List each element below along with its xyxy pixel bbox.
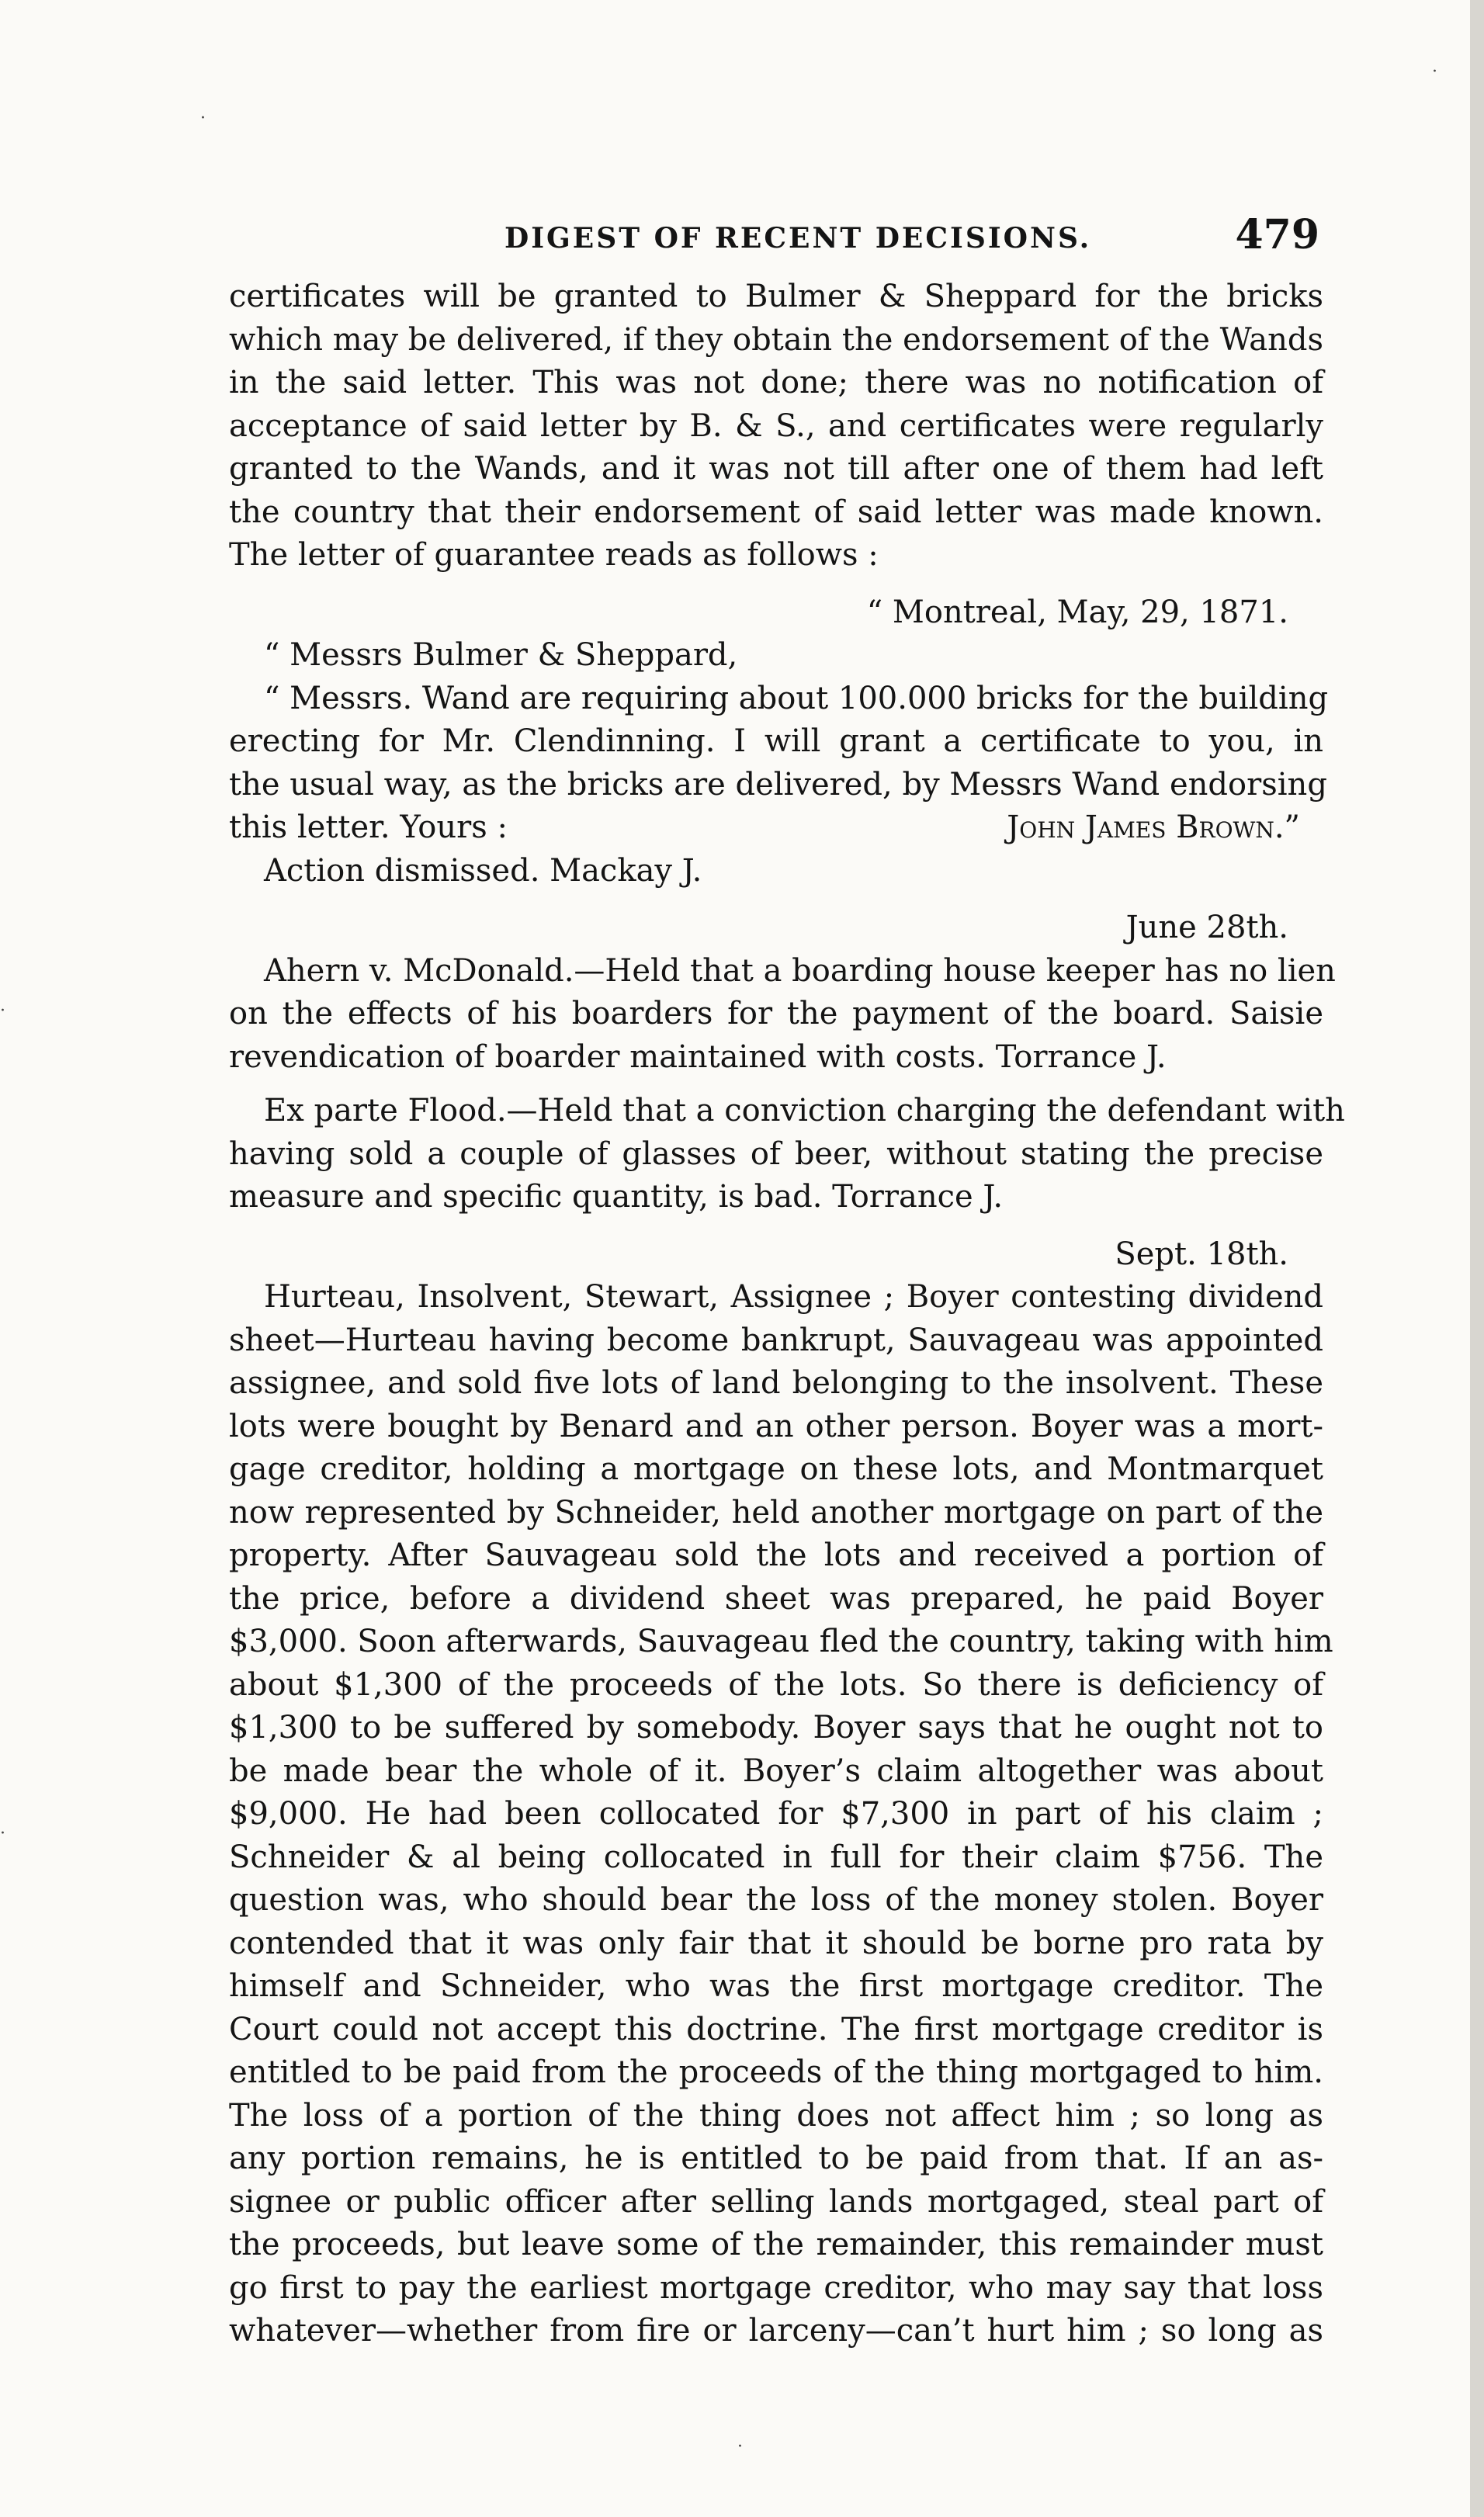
text-line: entitled to be paid from the proceeds of the thing mortgaged to him. — [229, 2054, 1323, 2090]
text-line: The letter of guarantee reads as follows : — [229, 537, 879, 573]
text-line: now represented by Schneider, held another mortgage on part of the — [229, 1494, 1323, 1531]
ink-speck: · — [0, 1001, 5, 1021]
text-line: Schneider & al being collocated in full for their claim $756. The — [229, 1839, 1323, 1875]
page-header — [229, 208, 1323, 262]
case-date: June 28th. — [1125, 910, 1288, 945]
text-line: the proceeds, but leave some of the remainder, this remainder must — [229, 2227, 1323, 2262]
text-line: in the said letter. This was not done; there was no notification of — [229, 365, 1323, 400]
text-line: revendication of boarder maintained with costs. Torrance J. — [229, 1038, 1167, 1075]
ink-speck: · — [200, 109, 206, 128]
running-head: DIGEST OF RECENT DECISIONS. — [504, 222, 1092, 255]
text-line: $1,300 to be suffered by somebody. Boyer says that he ought not to — [229, 1710, 1323, 1746]
text-line: gage creditor, holding a mortgage on these lots, and Montmarquet — [229, 1451, 1323, 1487]
letter-signature: John James Brown.” — [1007, 810, 1300, 845]
letter-body-line: “ Messrs. Wand are requiring about 100.000 bricks for the building — [264, 680, 1329, 716]
ink-speck: · — [737, 2437, 743, 2456]
text-line: Ex parte Flood.—Held that a conviction charging the defendant with — [264, 1093, 1345, 1128]
page-number: 479 — [1235, 211, 1319, 258]
text-line: question was, who should bear the loss of the money stolen. Boyer — [229, 1882, 1323, 1918]
letter-body-line: erecting for Mr. Clendinning. I will grant a certificate to you, in — [229, 723, 1323, 759]
text-line: The loss of a portion of the thing does not affect him ; so long as — [229, 2097, 1323, 2134]
text-line: granted to the Wands, and it was not till after one of them had left — [229, 451, 1323, 487]
text-line: measure and specific quantity, is bad. Torrance J. — [229, 1179, 1004, 1215]
letter-salutation: “ Messrs Bulmer & Sheppard, — [264, 637, 738, 673]
text-line: which may be delivered, if they obtain the endorsement of the Wands — [229, 321, 1323, 358]
text-line: certificates will be granted to Bulmer & Sheppard for the bricks — [229, 279, 1323, 314]
page-edge-shadow — [1470, 0, 1484, 2517]
text-line: $3,000. Soon afterwards, Sauvageau fled the country, taking with him — [229, 1624, 1333, 1659]
text-line: signee or public officer after selling lands mortgaged, steal part of — [229, 2183, 1323, 2220]
letter-dateline: “ Montreal, May, 29, 1871. — [866, 594, 1288, 630]
text-line: whatever—whether from fire or larceny—can’t hurt him ; so long as — [229, 2313, 1323, 2349]
text-line: contended that it was only fair that it should be borne pro rata by — [229, 1925, 1323, 1961]
text-line: acceptance of said letter by B. & S., and certificates were regularly — [229, 407, 1323, 444]
text-line: on the effects of his boarders for the payment of the board. Saisie — [229, 996, 1323, 1031]
text-line: any portion remains, he is entitled to be paid from that. If an as- — [229, 2141, 1323, 2176]
text-line: himself and Schneider, who was the first mortgage creditor. The — [229, 1968, 1323, 2004]
ink-speck: · — [1432, 62, 1437, 81]
text-line: Ahern v. McDonald.—Held that a boarding house keeper has no lien — [264, 952, 1336, 989]
ink-speck: · — [0, 1824, 5, 1843]
text-line: Hurteau, Insolvent, Stewart, Assignee ; Boyer contesting dividend — [264, 1279, 1323, 1315]
text-line: Action dismissed. Mackay J. — [264, 852, 702, 889]
text-line: about $1,300 of the proceeds of the lots. So there is deficiency of — [229, 1666, 1323, 1703]
text-line: go first to pay the earliest mortgage creditor, who may say that loss — [229, 2269, 1323, 2306]
letter-closing: this letter. Yours : — [229, 810, 508, 845]
letter-closing-row — [229, 806, 1323, 850]
text-line: having sold a couple of glasses of beer, without stating the precise — [229, 1135, 1323, 1172]
text-line: the price, before a dividend sheet was prepared, he paid Boyer — [229, 1580, 1323, 1617]
body-text — [229, 276, 1345, 2353]
case-date: Sept. 18th. — [1115, 1236, 1288, 1272]
text-line: $9,000. He had been collocated for $7,300 in part of his claim ; — [229, 1796, 1323, 1832]
text-line: lots were bought by Benard and an other person. Boyer was a mort- — [229, 1408, 1323, 1444]
text-line: property. After Sauvageau sold the lots and received a portion of — [229, 1538, 1323, 1573]
text-line: be made bear the whole of it. Boyer’s claim altogether was about — [229, 1753, 1323, 1789]
text-line: sheet—Hurteau having become bankrupt, Sauvageau was appointed — [229, 1322, 1323, 1358]
text-line: Court could not accept this doctrine. The first mortgage creditor is — [229, 2011, 1323, 2047]
text-line: assignee, and sold five lots of land belonging to the insolvent. These — [229, 1365, 1323, 1401]
letter-body-line: the usual way, as the bricks are delivered, by Messrs Wand endorsing — [229, 766, 1327, 803]
text-line: the country that their endorsement of said letter was made known. — [229, 494, 1323, 530]
